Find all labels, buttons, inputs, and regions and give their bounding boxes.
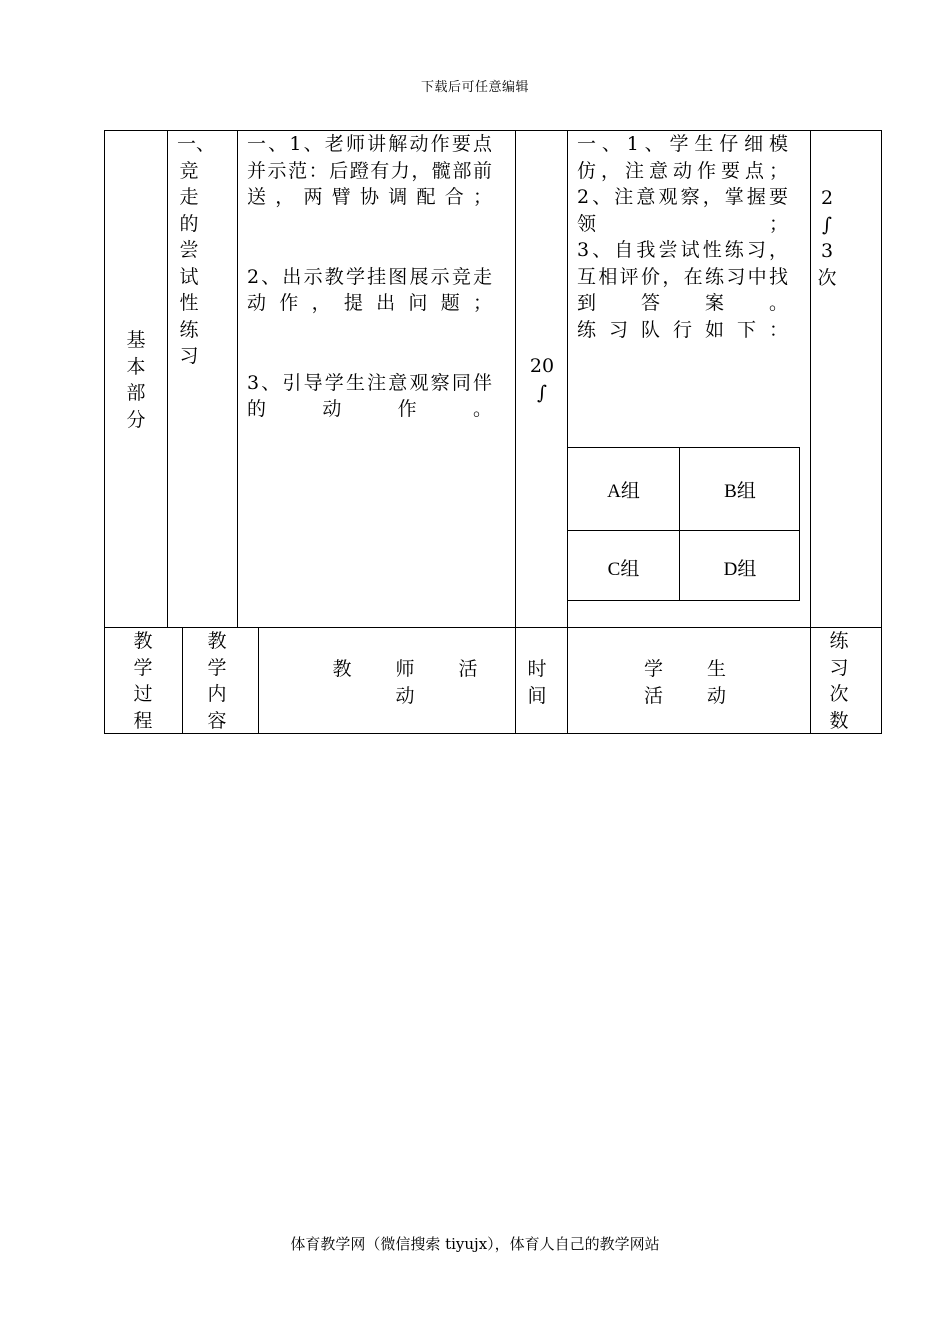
time-value: 20 [529,355,555,377]
col-divider-1 [167,131,168,627]
col-divider-3 [515,131,516,627]
page-header: 下载后可任意编辑 [420,80,529,95]
teacher-step-2: 2、出示教学挂图展示竞走动作，提出问题； [247,265,493,314]
header-count: 练习次数 [829,630,849,732]
count-line-4: 次 [817,266,837,289]
lesson-table-header-row [104,627,882,734]
head-divider-3 [515,628,516,733]
group-a: A组 [607,481,640,502]
student-step-4: 练习队行如下： [577,318,789,341]
group-formation-grid [567,447,800,601]
time-symbol: ∫ [537,381,547,404]
page-footer: 体育教学网（微信搜索 tiyujx），体育人自己的教学网站 [290,1235,660,1253]
section-name: 基本部分 [126,329,146,431]
group-b: B组 [724,481,756,502]
head-divider-5 [810,628,811,733]
content-name: 一、竞走的尝试性练习 [177,133,216,367]
count-cell [817,185,837,291]
col-divider-5 [810,131,811,627]
count-line-2: ∫ [822,213,832,236]
head-divider-2 [258,628,259,733]
teacher-step-3: 3、引导学生注意观察同伴的动作。 [247,371,493,420]
student-step-3: 3、自我尝试性练习，互相评价，在练习中找到答案。 [577,239,789,314]
header-student-activity: 学 生 活 动 [643,658,727,707]
head-divider-4 [567,628,568,733]
group-c: C组 [607,559,640,580]
time-cell [517,353,567,406]
teacher-step-1: 一、1、老师讲解动作要点并示范：后蹬有力，髋部前送，两臂协调配合； [247,133,493,208]
group-d: D组 [723,559,757,580]
col-divider-2 [237,131,238,627]
count-line-1: 2 [820,187,834,209]
student-step-2: 2、注意观察，掌握要领； [577,186,789,235]
header-time: 时间 [527,658,547,707]
student-activity [577,131,789,343]
header-process: 教学过程 [133,630,153,732]
header-teacher-activity: 教 师 活 动 [332,658,478,707]
teacher-activity [247,131,493,423]
group-grid-hline [568,530,799,531]
student-step-1: 一、1、学生仔细模仿，注意动作要点； [577,133,789,182]
header-content: 教学内容 [207,630,227,732]
count-line-3: 3 [820,240,834,262]
head-divider-1 [182,628,183,733]
